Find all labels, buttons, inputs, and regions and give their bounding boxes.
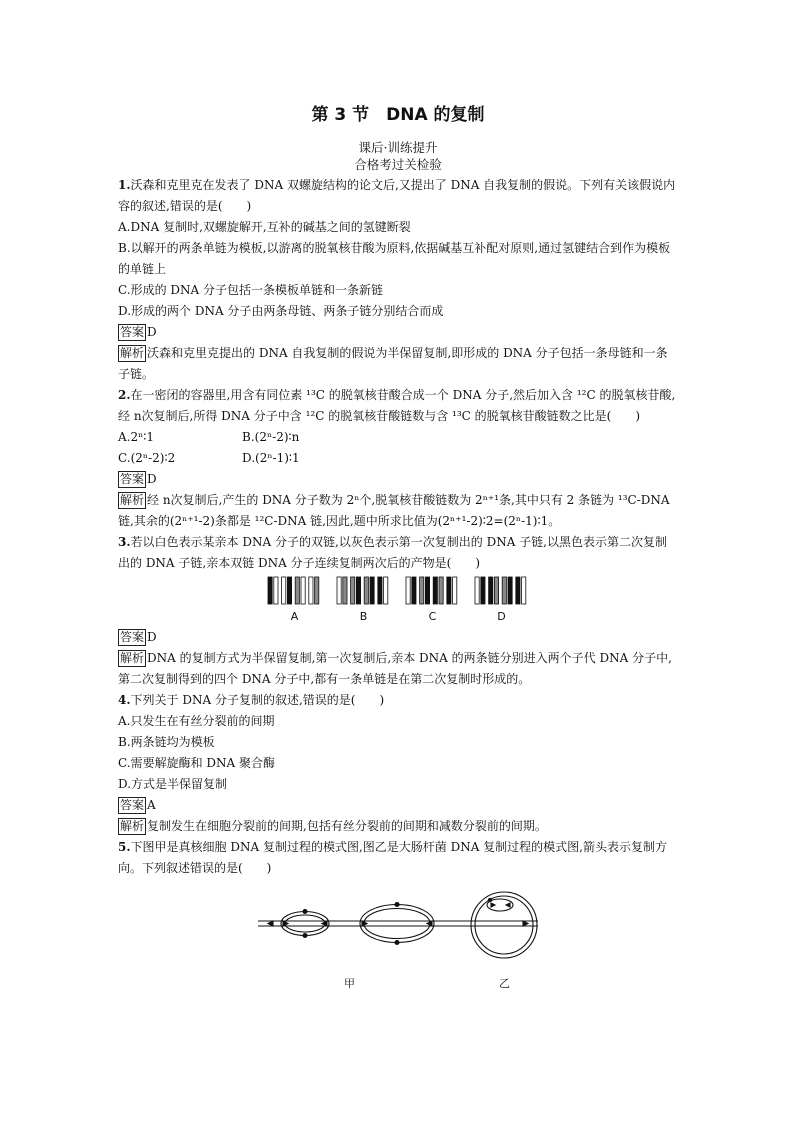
circular-dna-outer — [471, 892, 537, 958]
page-subtitle: 课后·训练提升 — [358, 140, 438, 155]
option: D.形成的两个 DNA 分子由两条母链、两条子链分别结合而成 — [118, 304, 444, 318]
option-label: A — [290, 610, 299, 623]
answer-tag: 答案 — [120, 472, 145, 486]
dna-strand-bar — [274, 577, 278, 604]
question-text: 在一密闭的容器里,用含有同位素 ¹³C 的脱氧核苷酸合成一个 DNA 分子,然后加入含 ¹²C 的脱氧核苷酸,经 n次复制后,所得 DNA 分子中含 ¹²C 的脱氧核苷酸链数与含 ¹³C 的脱氧核苷酸链数之比是( ) — [118, 388, 676, 423]
dna-strand-figure — [118, 574, 678, 608]
option: B.(2ⁿ-2)∶n — [242, 430, 300, 444]
dna-strand-bar — [356, 577, 360, 604]
answer-line — [118, 795, 678, 816]
dna-strand-bar — [287, 577, 291, 604]
section-heading: 合格考过关检验 — [354, 157, 442, 172]
dna-strand-bar — [309, 577, 313, 604]
bacteria-replication-figure — [471, 892, 537, 958]
figure-label-jia: 甲 — [344, 977, 355, 990]
analysis-tag: 解析 — [120, 819, 145, 833]
dna-strand-bar — [481, 577, 485, 604]
analysis-line — [118, 648, 678, 690]
dna-strand-bar — [295, 577, 299, 604]
origin-dot — [303, 934, 307, 938]
document-page — [118, 100, 678, 993]
answer-tag: 答案 — [120, 325, 145, 339]
dna-strand-bar — [406, 577, 410, 604]
option-label: C — [428, 610, 437, 623]
eukaryote-replication-figure — [258, 903, 538, 945]
dna-strand-bar — [364, 577, 368, 604]
figure-labels — [118, 610, 678, 623]
dna-strand-bar — [522, 577, 526, 604]
option-row — [118, 448, 678, 469]
dna-strand-bar — [337, 577, 341, 604]
dna-strand-bar — [425, 577, 429, 604]
answer-value: A — [147, 798, 156, 812]
dna-strand-bar — [447, 577, 451, 604]
question-1-stem — [118, 175, 678, 217]
dna-strand-bar — [475, 577, 479, 604]
arrow-right-icon — [427, 921, 432, 926]
option: D.方式是半保留复制 — [118, 777, 228, 791]
replication-bubble — [364, 909, 430, 939]
option: C.(2ⁿ-2)∶2 — [118, 451, 176, 465]
analysis-line — [118, 490, 678, 532]
dna-strand-bar — [516, 577, 520, 604]
dna-strand-bar — [489, 577, 493, 604]
figure-label-yi: 乙 — [499, 977, 510, 990]
option: D.(2ⁿ-1)∶1 — [242, 451, 300, 465]
origin-dot — [488, 898, 491, 901]
analysis-text: 沃森和克里克提出的 DNA 自我复制的假说为半保留复制,即形成的 DNA 分子包括一条母链和一条子链。 — [118, 346, 668, 381]
dna-strand-bar — [494, 577, 498, 604]
analysis-text: 经 n次复制后,产生的 DNA 分子数为 2ⁿ个,脱氧核苷酸链数为 2ⁿ⁺¹条,其中只有 2 条链为 ¹³C-DNA 链,其余的(2ⁿ⁺¹-2)条都是 ¹²C-DNA 链,因此,题中所求比值为(2ⁿ⁺¹-2)∶2=(2ⁿ-1)∶1。 — [118, 493, 670, 528]
question-4-stem — [118, 690, 678, 711]
option: B.两条链均为模板 — [118, 735, 215, 749]
answer-tag: 答案 — [120, 798, 145, 812]
option: B.以解开的两条单链为模板,以游离的脱氧核苷酸为原料,依据碱基互补配对原则,通过氢键结合到作为模板的单链上 — [118, 241, 671, 276]
figure-labels — [118, 973, 678, 993]
dna-strand-bar — [301, 577, 305, 604]
dna-strand-bar — [282, 577, 286, 604]
question-text: 下列关于 DNA 分子复制的叙述,错误的是( ) — [130, 693, 385, 707]
replication-bubble — [285, 915, 325, 932]
dna-strand-bar — [384, 577, 388, 604]
dna-strand-bar — [378, 577, 382, 604]
answer-value: D — [147, 630, 157, 644]
option-row — [118, 427, 678, 448]
origin-dot — [395, 903, 399, 907]
question-number: 1. — [118, 178, 131, 192]
arrow-left-icon — [523, 921, 528, 926]
question-2-stem — [118, 385, 678, 427]
answer-line — [118, 469, 678, 490]
origin-dot — [395, 941, 399, 945]
arrow-right-icon — [268, 921, 273, 926]
question-number: 5. — [118, 840, 131, 854]
analysis-line — [118, 816, 678, 837]
dna-strand-bar — [412, 577, 416, 604]
question-text: 沃森和克里克在发表了 DNA 双螺旋结构的论文后,又提出了 DNA 自我复制的假说。下列有关该假说内容的叙述,错误的是( ) — [118, 178, 676, 213]
question-number: 4. — [118, 693, 131, 707]
dna-strand-bar — [315, 577, 319, 604]
analysis-line — [118, 343, 678, 385]
answer-tag: 答案 — [120, 630, 145, 644]
answer-line — [118, 627, 678, 648]
dna-strand-bar — [439, 577, 443, 604]
question-5-stem — [118, 837, 678, 879]
option-label: D — [497, 610, 506, 623]
analysis-text: 复制发生在细胞分裂前的间期,包括有丝分裂前的间期和减数分裂前的间期。 — [147, 819, 547, 833]
arrow-left-icon — [283, 921, 288, 926]
option: A.只发生在有丝分裂前的间期 — [118, 714, 275, 728]
question-number: 3. — [118, 535, 131, 549]
analysis-tag: 解析 — [120, 346, 145, 360]
option: C.需要解旋酶和 DNA 聚合酶 — [118, 756, 275, 770]
origin-dot — [303, 910, 307, 914]
dna-strand-bar — [343, 577, 347, 604]
answer-line — [118, 322, 678, 343]
answer-value: D — [147, 325, 157, 339]
arrow-right-icon — [506, 903, 510, 907]
dna-strand-bar — [370, 577, 374, 604]
dna-strand-bar — [508, 577, 512, 604]
page-title: 第 3 节 DNA 的复制 — [311, 105, 485, 125]
option: C.形成的 DNA 分子包括一条模板单链和一条新链 — [118, 283, 383, 297]
dna-strand-bar — [502, 577, 506, 604]
arrow-left-icon — [491, 903, 495, 907]
arrow-right-icon — [322, 921, 327, 926]
analysis-tag: 解析 — [120, 493, 145, 507]
answer-value: D — [147, 472, 157, 486]
replication-bubble — [360, 905, 434, 943]
dna-strand-bar — [420, 577, 424, 604]
question-3-stem — [118, 532, 678, 574]
question-text: 下图甲是真核细胞 DNA 复制过程的模式图,图乙是大肠杆菌 DNA 复制过程的模式图,箭头表示复制方向。下列叙述错误的是( ) — [118, 840, 667, 875]
option: A.DNA 复制时,双螺旋解开,互补的碱基之间的氢键断裂 — [118, 220, 411, 234]
replication-diagram — [118, 889, 678, 973]
option: A.2ⁿ∶1 — [118, 430, 155, 444]
option-label: B — [359, 610, 368, 623]
arrow-left-icon — [362, 921, 367, 926]
dna-strand-bar — [351, 577, 355, 604]
analysis-tag: 解析 — [120, 651, 145, 665]
dna-strand-bar — [453, 577, 457, 604]
dna-strand-bar — [268, 577, 272, 604]
question-number: 2. — [118, 388, 131, 402]
dna-strand-bar — [433, 577, 437, 604]
analysis-text: DNA 的复制方式为半保留复制,第一次复制后,亲本 DNA 的两条链分别进入两个子代 DNA 分子中,第二次复制得到的四个 DNA 分子中,都有一条单链是在第二次复制时形成的。 — [118, 651, 672, 686]
question-text: 若以白色表示某亲本 DNA 分子的双链,以灰色表示第一次复制出的 DNA 子链,以黑色表示第二次复制出的 DNA 子链,亲本双链 DNA 分子连续复制两次后的产物是( ) — [118, 535, 667, 570]
